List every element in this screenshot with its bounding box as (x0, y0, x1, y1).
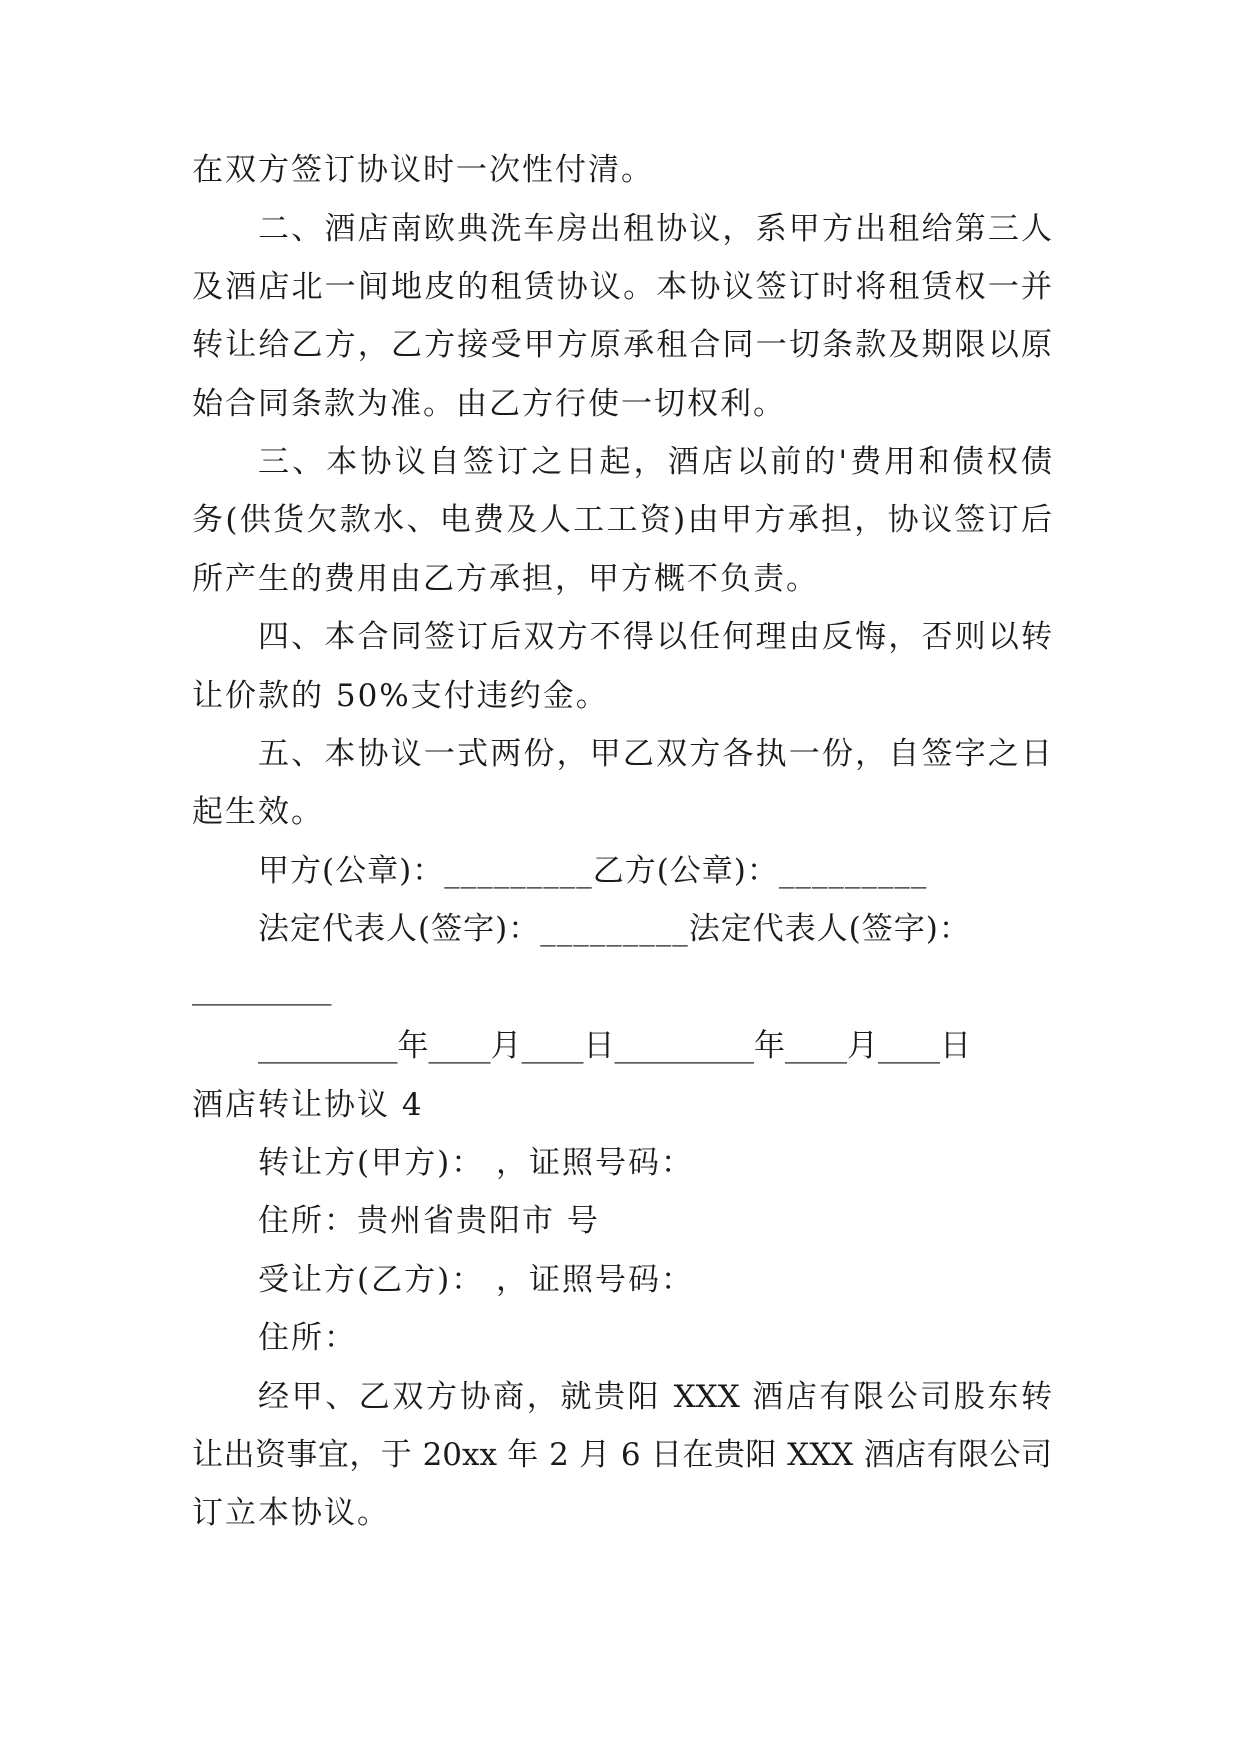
text-line: 起生效。 (192, 794, 324, 830)
section-title: 酒店转让协议 4 (192, 1087, 424, 1123)
representative-signature-line: 法定代表人(签字)：_________法定代表人(签字)： (258, 911, 971, 947)
clause-4-heading-line: 四、本合同签订后双方不得以任何理由反悔，否则以转 (258, 619, 1052, 655)
text-line: 在双方签订协议时一次性付清。 (192, 152, 654, 188)
clause-3-heading-line: 三、本协议自签订之日起，酒店以前的'费用和债权债 (258, 444, 1052, 480)
text-line: 所产生的费用由乙方承担，甲方概不负责。 (192, 561, 819, 597)
clause-5-heading-line: 五、本协议一式两份，甲乙双方各执一份，自签字之日 (258, 736, 1052, 772)
transferee-line: 受让方(乙方)： ，证照号码： (258, 1262, 695, 1298)
transferee-address-line: 住所： (258, 1320, 357, 1356)
text-line: 订立本协议。 (192, 1495, 390, 1531)
date-line: _________年____月____日_________年____月____日 (258, 1028, 971, 1064)
agreement-intro-line: 经甲、乙双方协商，就贵阳 XXX 酒店有限公司股东转 (258, 1379, 1052, 1415)
text-line: 始合同条款为准。由乙方行使一切权利。 (192, 386, 786, 422)
signature-blank: _________ (192, 970, 332, 1006)
text-line: 让价款的 50%支付违约金。 (192, 678, 609, 714)
text-line: 务(供货欠款水、电费及人工工资)由甲方承担，协议签订后 (192, 502, 1052, 538)
transferor-line: 转让方(甲方)： ，证照号码： (258, 1145, 695, 1181)
text-line: 转让给乙方，乙方接受甲方原承租合同一切条款及期限以原 (192, 327, 1052, 363)
text-line: 及酒店北一间地皮的租赁协议。本协议签订时将租赁权一并 (192, 269, 1052, 305)
transferor-address-line: 住所：贵州省贵阳市 号 (258, 1203, 600, 1239)
clause-2-heading-line: 二、酒店南欧典洗车房出租协议，系甲方出租给第三人 (258, 211, 1052, 247)
text-line: 让出资事宜，于 20xx 年 2 月 6 日在贵阳 XXX 酒店有限公司 (192, 1437, 1052, 1473)
document-page (192, 0, 1052, 1754)
seal-line: 甲方(公章)：_________乙方(公章)：_________ (258, 853, 928, 889)
